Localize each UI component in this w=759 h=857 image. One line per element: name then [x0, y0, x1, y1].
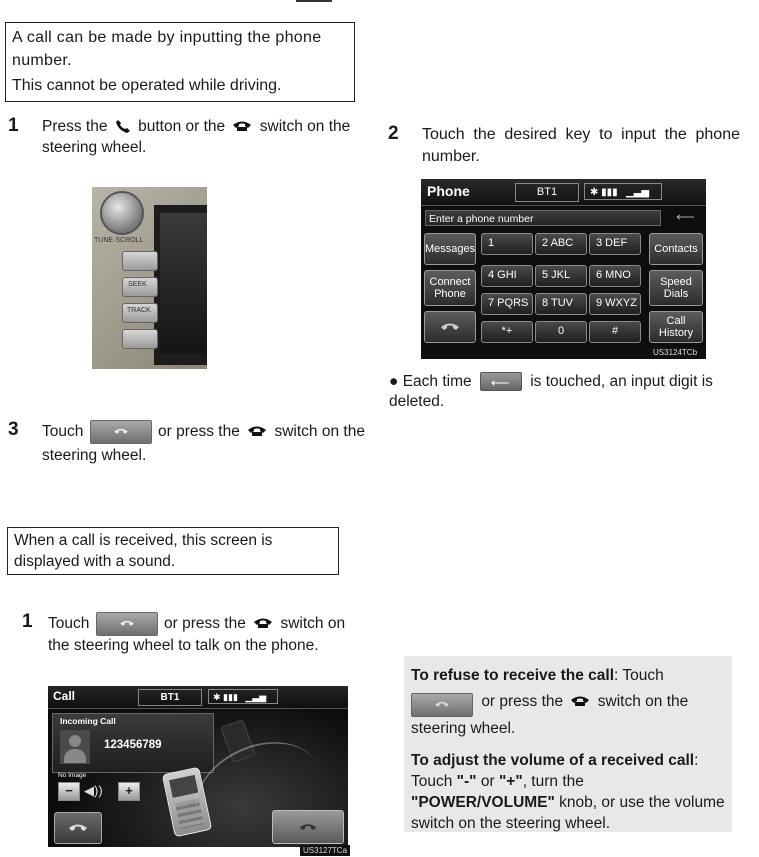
step-answer: 1 Touch or press the switch on the steering wheel to talk on the phone.	[22, 611, 346, 654]
step-number: 1	[8, 115, 19, 136]
key-2[interactable]: 2 ABC	[535, 233, 587, 255]
step-1: 1 Press the button or the switch on the steering wheel.	[8, 115, 351, 156]
key-0[interactable]: 0	[535, 321, 587, 343]
hang-up-icon	[298, 822, 318, 833]
incoming-label: Incoming Call	[60, 716, 116, 726]
key-6[interactable]: 6 MNO	[589, 265, 641, 287]
no-image-label: No Image	[58, 772, 87, 779]
key-4[interactable]: 4 GHI	[481, 265, 533, 287]
handset-switch-icon	[253, 617, 273, 629]
note-refuse: To refuse to receive the call: Touch or press the switch on the steering wheel.	[411, 667, 689, 737]
screen-title: Call	[53, 689, 76, 703]
figure-code: US3127TCa	[300, 845, 350, 856]
phone-button	[122, 251, 158, 271]
hang-up-icon	[434, 700, 450, 709]
screen-title: Phone	[427, 183, 470, 199]
key-star[interactable]: *+	[481, 321, 533, 343]
header-rule	[296, 0, 332, 2]
avatar	[60, 730, 90, 764]
figure-code: US3124TCb	[650, 347, 700, 358]
key-5[interactable]: 5 JKL	[535, 265, 587, 287]
step-2: 2 Touch the desired key to input the phone number.	[388, 123, 740, 165]
head-unit-photo	[92, 187, 207, 369]
connect-phone-button[interactable]: Connect Phone	[424, 270, 476, 306]
screen-glass	[160, 213, 207, 353]
key-9[interactable]: 9 WXYZ	[589, 293, 641, 315]
status-icons: ✱ ▮▮▮ ▁▃▅	[584, 183, 662, 200]
key-3[interactable]: 3 DEF	[589, 233, 641, 255]
seek-label: SEEK	[128, 281, 147, 288]
handset-switch-icon	[247, 425, 267, 437]
step-3: 3 Touch or press the switch on the steering wheel.	[8, 419, 365, 465]
call-history-button[interactable]: Call History	[649, 311, 703, 343]
contacts-button[interactable]: Contacts	[649, 233, 703, 265]
knob-label: TUNE·SCROLL	[94, 237, 144, 244]
key-8[interactable]: 8 TUV	[535, 293, 587, 315]
speaker-icon: ◀))	[84, 783, 103, 798]
call-button-icon	[90, 420, 152, 444]
messages-button[interactable]: Messages	[424, 233, 476, 265]
number-input[interactable]: Enter a phone number	[425, 210, 661, 226]
play-button	[122, 329, 158, 349]
status-icons: ✱ ▮▮▮ ▁▃▅	[208, 689, 278, 704]
backspace-button[interactable]: ⟵	[676, 209, 695, 224]
tune-knob	[100, 191, 144, 235]
caller-number: 123456789	[104, 739, 162, 751]
answer-button-icon	[96, 612, 158, 636]
handset-switch-icon	[232, 120, 252, 132]
handset-icon	[113, 427, 129, 436]
backspace-note: ● Each time ⟵ is touched, an input digit is deleted.	[389, 373, 713, 410]
volume-minus-button[interactable]: −	[58, 782, 80, 801]
decline-button-icon	[411, 693, 473, 717]
speed-dials-button[interactable]: Speed Dials	[649, 270, 703, 306]
handset-icon	[67, 822, 89, 834]
handset-switch-icon	[570, 695, 590, 707]
backspace-icon: ⟵	[480, 372, 522, 391]
device-tab: BT1	[515, 183, 579, 202]
call-button[interactable]	[424, 311, 476, 343]
receive-box: When a call is received, this screen is displayed with a sound.	[7, 527, 339, 575]
intro-box	[5, 22, 355, 102]
key-7[interactable]: 7 PQRS	[481, 293, 533, 315]
intro-text: A call can be made by inputting the phone number.	[12, 29, 322, 69]
phone-keypad-screen	[421, 179, 706, 359]
key-1[interactable]: 1	[481, 233, 533, 255]
incoming-call-screen	[48, 686, 348, 847]
phone-icon	[115, 119, 131, 133]
handset-icon	[119, 619, 135, 628]
track-label: TRACK	[127, 307, 151, 314]
intro-warning: This cannot be operated while driving.	[12, 77, 282, 94]
key-hash[interactable]: #	[589, 321, 641, 343]
bullet-dot: ●	[389, 373, 399, 390]
device-tab: BT1	[138, 689, 202, 706]
note-volume: To adjust the volume of a received call: Touch "-" or "+", turn the "POWER/VOLUME" knob, or use the volume switch on the steering wheel.	[411, 752, 725, 832]
volume-plus-button[interactable]: +	[118, 782, 140, 801]
answer-button[interactable]	[54, 812, 102, 844]
info-note	[404, 656, 732, 832]
handset-icon	[439, 321, 461, 333]
